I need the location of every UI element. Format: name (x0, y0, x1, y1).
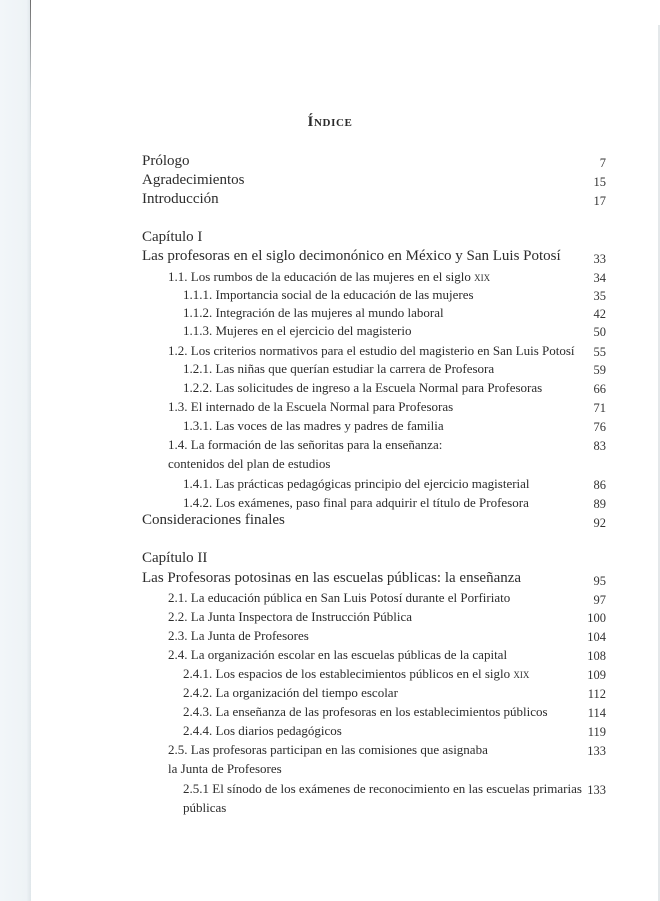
toc-entry-page: 133 (587, 783, 606, 797)
toc-entry-label: 2.4.3. La enseñanza de las profesoras en los establecimientos públicos (183, 704, 548, 719)
toc-entry-page: 89 (593, 497, 606, 511)
toc-entry-label: 1.2.2. Las solicitudes de ingreso a la Escuela Normal para Profesoras (183, 380, 543, 395)
toc-entry-page: 59 (593, 363, 606, 377)
chapter-heading-label: Capítulo I (142, 229, 203, 245)
toc-entry-label: 2.2. La Junta Inspectora de Instrucción Pública (168, 609, 413, 624)
toc-entry-label: 2.3. La Junta de Profesores (168, 628, 309, 643)
toc-entry-label: 2.4.4. Los diarios pedagógicos (183, 723, 342, 738)
toc-entry-label: 1.3. El internado de la Escuela Normal para Profesoras (168, 399, 454, 414)
toc-entry-label: 2.5.1 El sínodo de los exámenes de reconocimiento en las escuelas primarias (183, 781, 582, 796)
toc-entry-page: 100 (587, 611, 606, 625)
toc-entry-label: 2.4.1. Los espacios de los establecimientos públicos en el siglo xix (183, 666, 530, 681)
toc-entry-page: 71 (593, 401, 606, 415)
toc-entry-label: la Junta de Profesores (168, 761, 282, 776)
toc-entry-page: 133 (587, 744, 606, 758)
toc-entry-label: 1.2. Los criterios normativos para el estudio del magisterio en San Luis Potosí (168, 343, 575, 358)
toc-entry-page: 42 (593, 307, 606, 321)
toc-entry-page: 92 (593, 516, 606, 530)
toc-entry-label: Introducción (142, 191, 219, 207)
toc-entry-label: 2.5. Las profesoras participan en las comisiones que asignaba (168, 742, 488, 757)
toc-entry-label: 1.4. La formación de las señoritas para la enseñanza: (168, 437, 443, 452)
toc-entry-label: 1.3.1. Las voces de las madres y padres de familia (183, 418, 444, 433)
scan-page-edge-left (0, 0, 31, 901)
toc-entry-label: Las profesoras en el siglo decimonónico en México y San Luis Potosí (142, 248, 561, 264)
toc-entry-page: 119 (587, 725, 606, 739)
toc-entry-page: 104 (587, 630, 606, 644)
toc-entry-page: 114 (587, 706, 606, 720)
toc-entry-page: 109 (587, 668, 606, 682)
small-caps-numeral: xix (513, 666, 530, 681)
toc-entry-page: 34 (593, 271, 606, 285)
toc-entry-page: 97 (593, 593, 606, 607)
toc-entry-label: contenidos del plan de estudios (168, 456, 331, 471)
toc-entry-label: Las Profesoras potosinas en las escuelas públicas: la enseñanza (142, 570, 522, 586)
toc-entry-label: 1.1.1. Importancia social de la educación de las mujeres (183, 287, 474, 302)
chapter-heading-label: Capítulo II (142, 550, 208, 566)
toc-entry-label: Consideraciones finales (142, 512, 285, 528)
toc-entry-label: 1.1.3. Mujeres en el ejercicio del magisterio (183, 323, 412, 338)
toc-entry-label: 1.1.2. Integración de las mujeres al mundo laboral (183, 305, 444, 320)
toc-entry-page: 76 (593, 420, 606, 434)
toc-entry-label: Agradecimientos (142, 172, 245, 188)
toc-entry-label: 2.4.2. La organización del tiempo escolar (183, 685, 398, 700)
toc-entry-label (168, 269, 490, 285)
toc-entry-page: 95 (593, 574, 606, 588)
toc-entry-label: Prólogo (142, 153, 190, 169)
toc-entry-page: 108 (587, 649, 606, 663)
toc-entry-label: 2.4. La organización escolar en las escuelas públicas de la capital (168, 647, 508, 662)
toc-entry-page: 15 (593, 175, 606, 189)
toc-entry-label: 1.2.1. Las niñas que querían estudiar la carrera de Profesora (183, 361, 495, 376)
page-title: Índice (307, 114, 353, 130)
toc-entry-page: 55 (593, 345, 606, 359)
toc-entry-label: 1.4.1. Las prácticas pedagógicas principio del ejercicio magisterial (183, 476, 530, 491)
toc-entry-page: 112 (587, 687, 606, 701)
toc-entry-page: 17 (593, 194, 606, 208)
toc-entry-page: 86 (593, 478, 606, 492)
toc-entry-label: 1.4.2. Los exámenes, paso final para adquirir el título de Profesora (183, 495, 529, 510)
toc-entry-page: 35 (593, 289, 606, 303)
toc-entry-text: 1.1. Los rumbos de la educación de las mujeres en el siglo xix (168, 269, 491, 284)
toc-entry-label: públicas (183, 800, 227, 815)
toc-entry-page: 66 (593, 382, 606, 396)
small-caps-numeral: xix (474, 269, 491, 284)
toc-entry-page: 50 (593, 325, 606, 339)
toc-entry-page: 7 (599, 156, 606, 170)
toc-entry-label: 2.1. La educación pública en San Luis Potosí durante el Porfiriato (168, 590, 511, 605)
toc-entry-page: 83 (593, 439, 606, 453)
toc-entry-page: 33 (593, 252, 606, 266)
